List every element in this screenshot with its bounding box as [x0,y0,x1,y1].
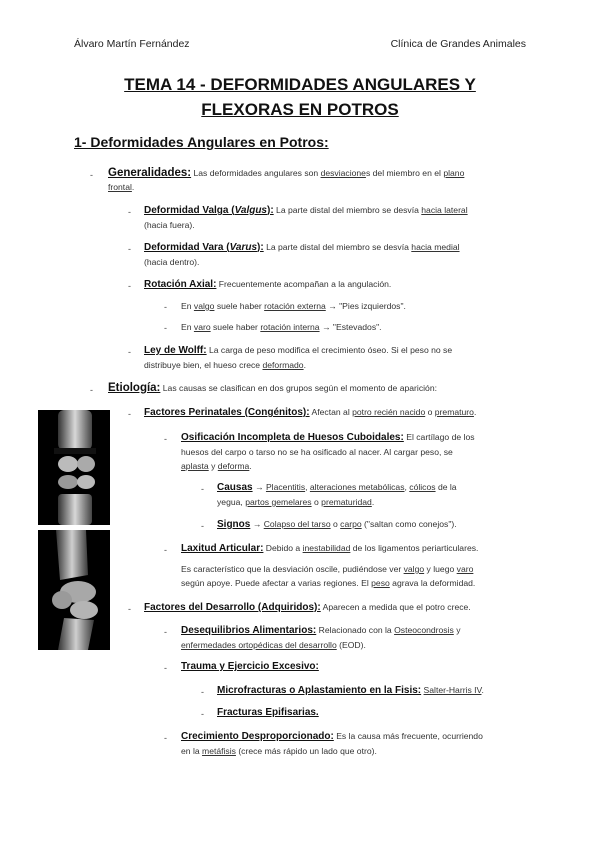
laxitud-item: Laxitud Articular: Debido a inestabilidad de los ligamentos periarticulares. [181,543,479,554]
osificacion-heading: Osificación Incompleta de Huesos Cuboidales: [181,432,404,443]
rotacion-item: Rotación Axial: Frecuentemente acompañan a la angulación. [144,279,392,290]
wolff-heading: Ley de Wolff: [144,345,207,356]
generalidades-item: Generalidades: Las deformidades angulares son desviaciones del miembro en el plano frontal. [108,167,465,192]
trauma-item [181,659,526,674]
desarrollo-heading: Factores del Desarrollo (Adquiridos): [144,602,321,613]
wolff-item: Ley de Wolff: La carga de peso modifica el crecimiento óseo. Si el peso no se distribuye bien, el hueso crece deformado. [144,345,453,370]
page-title [60,72,540,122]
desarrollo-item: Factores del Desarrollo (Adquiridos): Aparecen a medida que el potro crece. [144,602,471,613]
title-line-1: TEMA 14 - DEFORMIDADES ANGULARES Y [124,75,476,94]
desequilibrios-heading: Desequilibrios Alimentarios: [181,625,317,636]
xray-carpus-dorsal [38,410,110,525]
bullet-dash: - [201,484,204,494]
bullet-dash: - [128,604,131,614]
bullet-dash: - [201,521,204,531]
perinatales-heading: Factores Perinatales (Congénitos): [144,407,310,418]
valga-item: Deformidad Valga (Valgus): La parte distal del miembro se desvía hacia lateral (hacia fuera). [144,205,468,230]
crecimiento-heading: Crecimiento Desproporcionado: [181,731,334,742]
perinatales-item: Factores Perinatales (Congénitos): Afectan al potro recién nacido o prematuro. [144,407,477,418]
generalidades-heading: Generalidades: [108,167,192,179]
bullet-dash: - [201,687,204,697]
bullet-dash: - [90,385,93,395]
rotacion-valgo-item: En valgo suele haber rotación externa → "Pies izquierdos". [181,301,406,311]
bullet-dash: - [128,207,131,217]
bullet-dash: - [164,545,167,555]
microfracturas-heading: Microfracturas o Aplastamiento en la Fisis: [217,685,422,696]
bullet-dash: - [90,170,93,180]
bullet-dash: - [164,434,167,444]
trauma-heading: Trauma y Ejercicio Excesivo: [181,661,319,672]
bullet-dash: - [128,409,131,419]
bullet-dash: - [164,733,167,743]
bullet-dash: - [128,281,131,291]
vara-heading: Deformidad Vara (Varus): [144,242,264,253]
microfracturas-item: Microfracturas o Aplastamiento en la Fisis: Salter-Harris IV. [217,685,484,696]
bullet-dash: - [164,302,167,312]
bullet-dash: - [201,709,204,719]
etiologia-heading: Etiología: [108,382,161,394]
header-author: Álvaro Martín Fernández [74,38,190,50]
rotacion-heading: Rotación Axial: [144,279,217,290]
osificacion-item: Osificación Incompleta de Huesos Cuboidales: El cartílago de los huesos del carpo o tarso no se ha osificado al nacer. Al cargar peso, se aplasta y deforma. [181,432,475,471]
laxitud-paragraph: Es característico que la desviación oscile, pudiéndose ver valgo y luego varo según apoye. Puede afectar a varias regiones. El peso agrava la deformidad. [181,564,476,588]
title-line-2: FLEXORAS EN POTROS [201,100,399,119]
epifisarias-heading: Fracturas Epifisarias. [217,707,319,718]
bullet-dash: - [164,627,167,637]
desequilibrios-item: Desequilibrios Alimentarios: Relacionado con la Osteocondrosis y enfermedades ortopédicas del desarrollo (EOD). [181,625,461,650]
etiologia-item: Etiología: Las causas se clasifican en dos grupos según el momento de aparición: [108,382,437,394]
crecimiento-item: Crecimiento Desproporcionado: Es la causa más frecuente, ocurriendo en la metáfisis (crece más rápido un lado que otro). [181,731,483,756]
causas-heading: Causas [217,482,253,493]
rotacion-varo-item: En varo suele haber rotación interna → "Estevados". [181,322,382,332]
laxitud-heading: Laxitud Articular: [181,543,264,554]
signos-item: Signos → Colapso del tarso o carpo ("saltan como conejos"). [217,519,457,530]
bullet-dash: - [164,323,167,333]
signos-heading: Signos [217,519,251,530]
bullet-dash: - [128,347,131,357]
causas-item: Causas → Placentitis, alteraciones metabólicas, cólicos de la yegua, partos gemelares o prematuridad. [217,482,457,507]
bullet-dash: - [164,663,167,673]
valga-heading: Deformidad Valga (Valgus): [144,205,274,216]
bullet-dash: - [128,244,131,254]
header-course: Clínica de Grandes Animales [390,38,526,50]
section-heading: 1- Deformidades Angulares en Potros: [74,134,329,150]
xray-carpus-lateral [38,530,110,650]
epifisarias-item [217,705,527,720]
vara-item: Deformidad Vara (Varus): La parte distal del miembro se desvía hacia medial (hacia dentro). [144,242,460,267]
